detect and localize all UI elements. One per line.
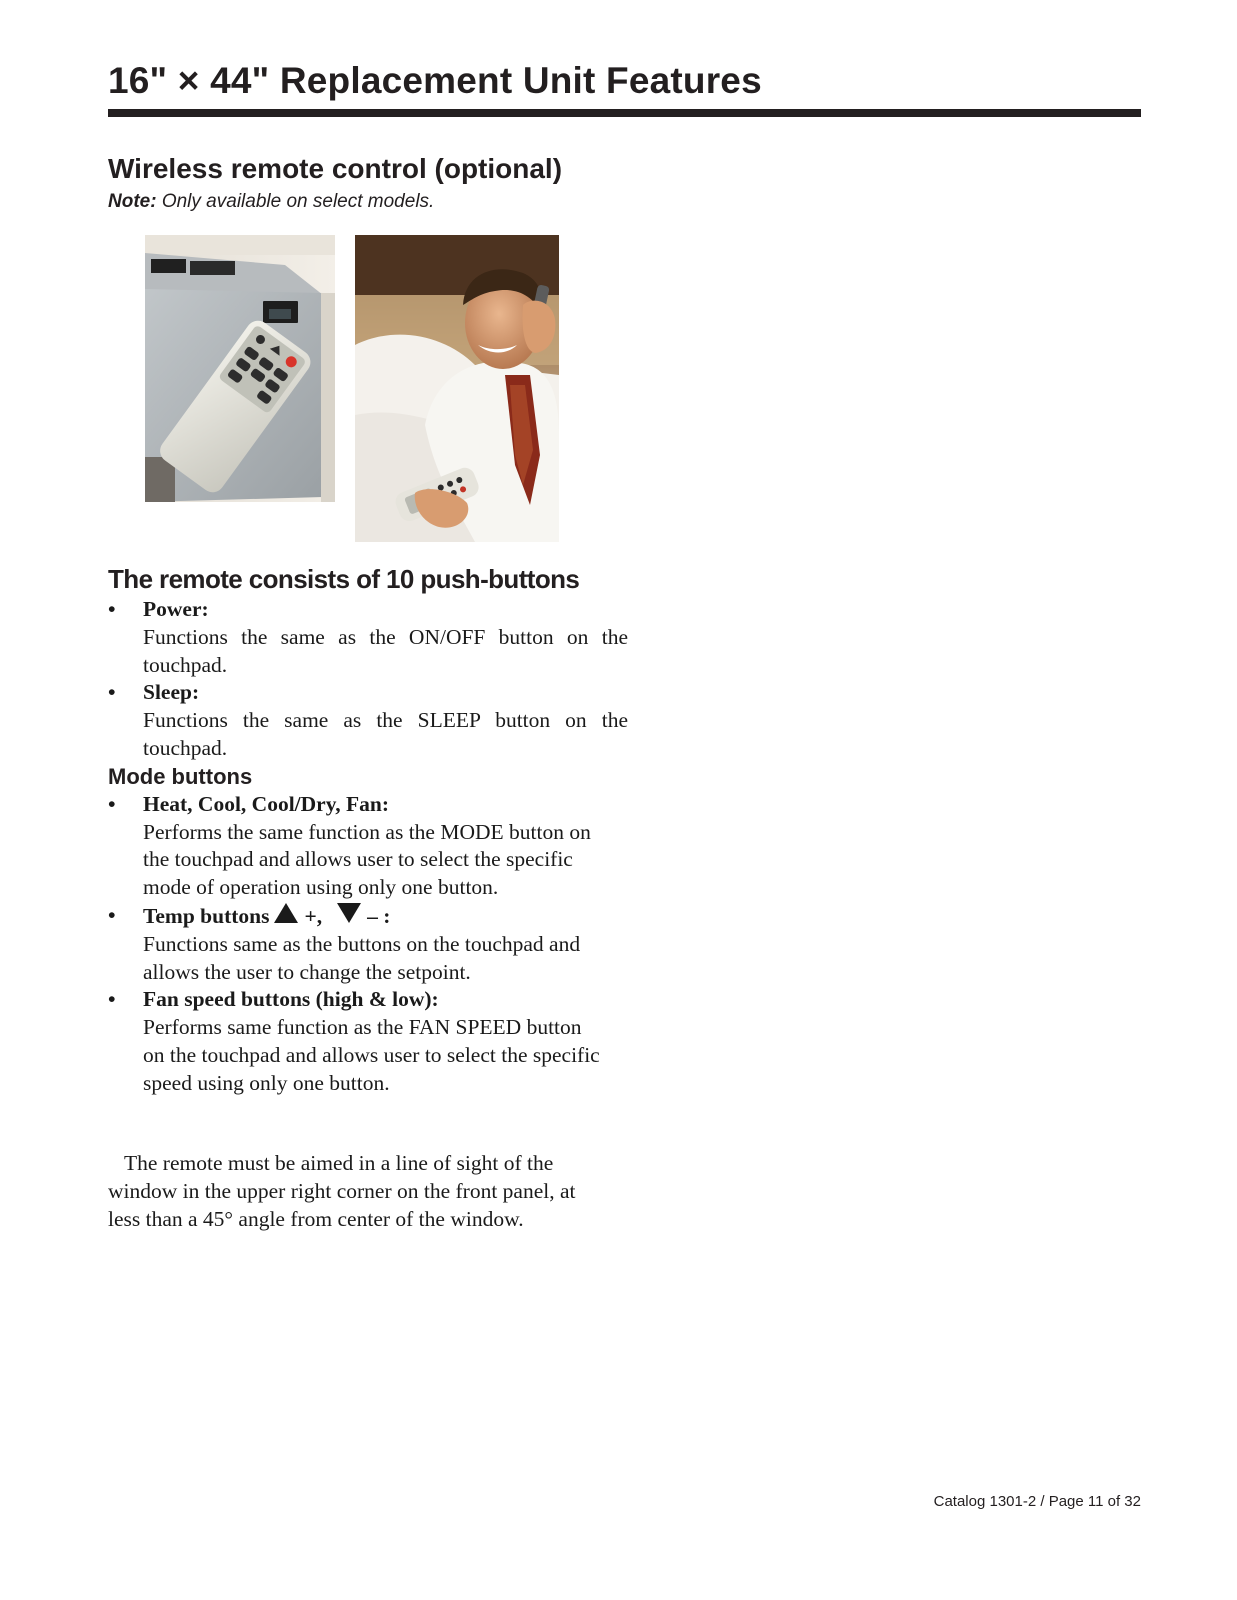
mode-heading: Mode buttons <box>108 763 253 789</box>
item-term: Power: <box>143 597 209 621</box>
item-term: Heat, Cool, Cool/Dry, Fan: <box>143 791 390 816</box>
list-item <box>108 596 628 679</box>
section-title: Wireless remote control (optional) <box>108 153 563 184</box>
item-term: Sleep: <box>143 680 200 705</box>
list-item <box>108 679 628 762</box>
bullet-icon: • <box>108 987 116 1012</box>
item-desc: Performs the same function as the MODE button on the touchpad and allows user to select the specific mode of operation using only one button. <box>143 819 591 900</box>
temp-plus-label: +, <box>304 903 323 928</box>
bullet-icon: • <box>108 902 116 927</box>
page-footer: Catalog 1301-2 / Page 11 of 32 <box>933 1493 1141 1510</box>
item-desc: Performs same function as the FAN SPEED button on the touchpad and allows user to select the specific speed using only one button. <box>143 1015 600 1095</box>
item-desc: Functions same as the buttons on the touchpad and allows the user to change the setpoint. <box>143 931 581 984</box>
list-item <box>108 791 628 902</box>
remote-description <box>108 562 628 1098</box>
bullet-icon: • <box>108 597 116 621</box>
note <box>108 191 434 213</box>
list-item <box>108 902 628 986</box>
page-title: 16" × 44" Replacement Unit Features <box>108 60 762 101</box>
mode-buttons-list <box>108 791 628 1098</box>
item-desc: Functions the same as the SLEEP button on the touchpad. <box>143 708 628 760</box>
triangle-down-icon <box>336 902 362 924</box>
temp-minus-label: – : <box>367 903 391 928</box>
aiming-instructions: The remote must be aimed in a line of sight of the window in the upper right corner on the front panel, at less than a 45° angle from center of the window. <box>108 1151 576 1231</box>
item-term: Fan speed buttons (high & low): <box>143 987 439 1012</box>
bullet-icon: • <box>108 791 116 816</box>
item-desc: Functions the same as the ON/OFF button on the touchpad. <box>143 624 628 677</box>
remote-buttons-list <box>108 596 628 763</box>
remote-on-unit-photo <box>145 235 335 502</box>
triangle-up-icon <box>273 902 299 924</box>
list-item <box>108 986 628 1097</box>
title-rule <box>108 109 1141 117</box>
remote-heading: The remote consists of 10 push-buttons <box>108 564 580 594</box>
bullet-icon: • <box>108 680 116 705</box>
temp-term-label: Temp buttons <box>143 903 270 928</box>
item-term <box>143 902 628 931</box>
note-label: Note: <box>108 191 157 212</box>
note-text: Only available on select models. <box>156 191 435 212</box>
man-with-remote-photo <box>355 235 559 542</box>
